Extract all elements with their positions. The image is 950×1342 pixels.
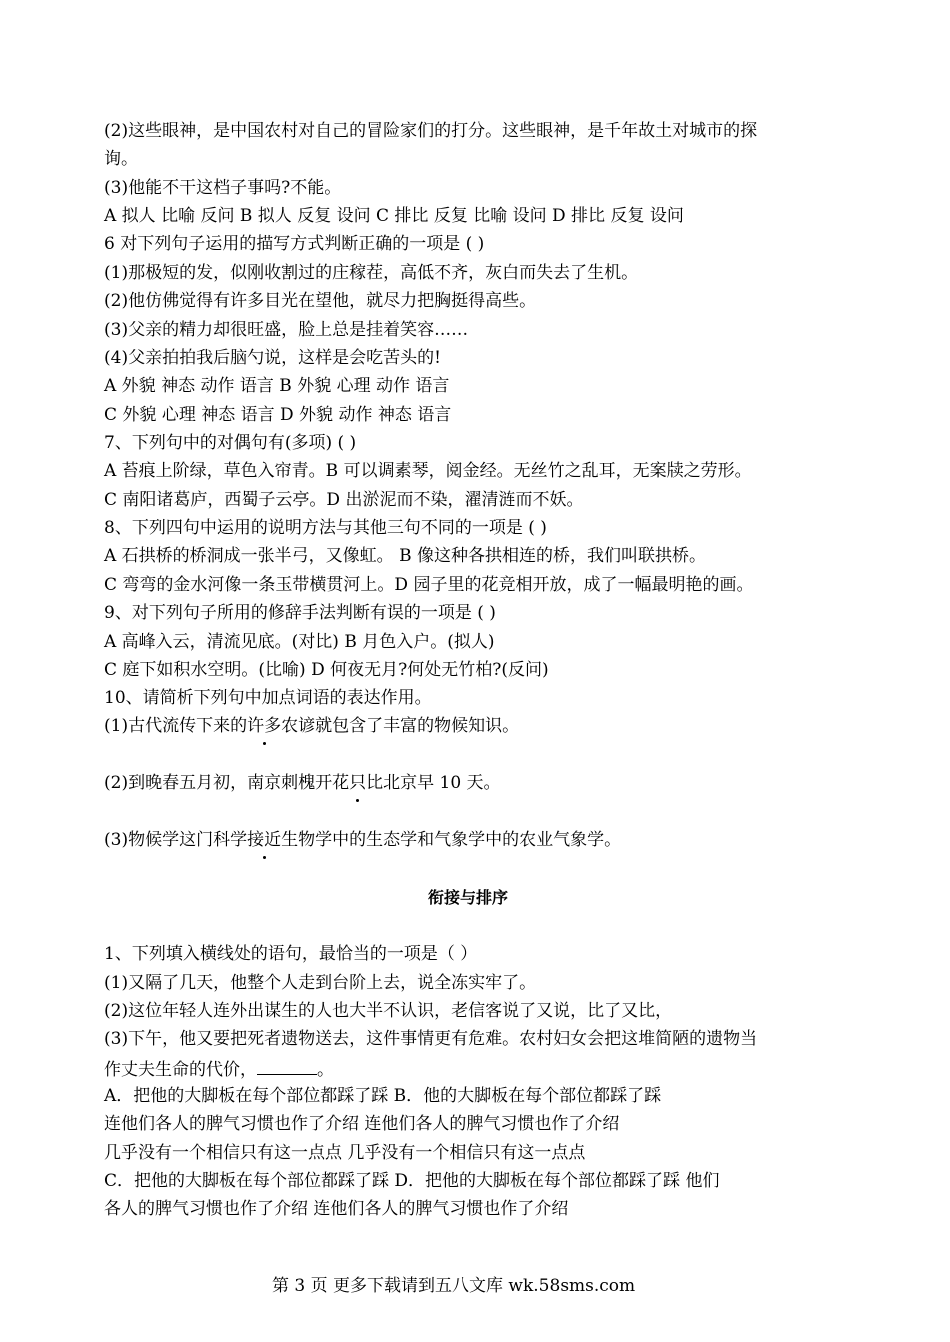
sentence-text: 。 <box>317 1060 334 1080</box>
text-line: A 拟人 比喻 反问 B 拟人 反复 设问 C 排比 反复 比喻 设问 D 排比 反复 设问 <box>104 206 684 226</box>
section-title: 衔接与排序 <box>428 888 509 907</box>
dotted-sentence-2 <box>104 773 501 793</box>
dotted-sentence-1 <box>104 716 519 736</box>
fill-blank <box>257 1058 317 1075</box>
option-line: C．把他的大脚板在每个部位都踩了踩 D．把他的大脚板在每个部位都踩了踩 他们 <box>104 1171 720 1191</box>
dotted-word: 只 <box>349 773 367 793</box>
sentence-text: (1)古代流传下来的 <box>104 716 248 736</box>
option-line: 几乎没有一个相信只有这一点点 几乎没有一个相信只有这一点点 <box>104 1143 586 1163</box>
text-line: C 弯弯的金水河像一条玉带横贯河上。D 园子里的花竞相开放，成了一幅最明艳的画。 <box>104 575 754 595</box>
question-6: 6 对下列句子运用的描写方式判断正确的一项是 ( ) <box>104 234 485 254</box>
answer-options: A 外貌 神态 动作 语言 B 外貌 心理 动作 语言 <box>104 376 450 396</box>
question-8: 8、下列四句中运用的说明方法与其他三句不同的一项是 ( ) <box>104 518 547 538</box>
sentence-text: (3)物候学这门科学 <box>104 830 248 850</box>
text-line: (2)这位年轻人连外出谋生的人也大半不认识，老信客说了又说，比了又比， <box>104 1001 673 1021</box>
sentence-text: 生物学中的生态学和气象学中的农业气象学。 <box>281 830 622 850</box>
text-line: A 石拱桥的桥洞成一张半弓，又像虹。 B 像这种各拱相连的桥，我们叫联拱桥。 <box>104 546 706 566</box>
text-line: (3)下午，他又要把死者遗物送去，这件事情更有危难。农村妇女会把这堆简陋的遗物当 <box>104 1029 758 1049</box>
text-line-with-blank <box>104 1058 334 1080</box>
sentence-text: 比北京早 10 天。 <box>366 773 501 793</box>
question-1: 1、下列填入横线处的语句，最恰当的一项是（ ） <box>104 944 478 964</box>
text-line: (1)那极短的发，似刚收割过的庄稼茬，高低不齐，灰白而失去了生机。 <box>104 263 639 283</box>
page-footer: 第 3 页 更多下载请到五八文库 wk.58sms.com <box>272 1276 636 1296</box>
option-line: 各人的脾气习惯也作了介绍 连他们各人的脾气习惯也作了介绍 <box>104 1199 569 1219</box>
question-9: 9、对下列句子所用的修辞手法判断有误的一项是 ( ) <box>104 603 496 623</box>
text-line: A 苔痕上阶绿，草色入帘青。B 可以调素琴，阅金经。无丝竹之乱耳，无案牍之劳形。 <box>104 461 752 481</box>
text-line: A 高峰入云，清流见底。(对比) B 月色入户。(拟人) <box>104 632 495 652</box>
question-10: 10、请简析下列句中加点词语的表达作用。 <box>104 688 432 708</box>
option-line: A．把他的大脚板在每个部位都踩了踩 B．他的大脚板在每个部位都踩了踩 <box>104 1086 662 1106</box>
sentence-text: (2)到晚春五月初，南京刺槐开花 <box>104 773 350 793</box>
text-line: (3)父亲的精力却很旺盛，脸上总是挂着笑容…… <box>104 320 469 340</box>
answer-options: C 外貌 心理 神态 语言 D 外貌 动作 神态 语言 <box>104 405 452 425</box>
sentence-text: 农谚就包含了丰富的物候知识。 <box>281 716 520 736</box>
dotted-word: 许多 <box>247 716 282 736</box>
text-line: (2)这些眼神，是中国农村对自己的冒险家们的打分。这些眼神，是千年故土对城市的探 <box>104 121 758 141</box>
text-line: C 庭下如积水空明。(比喻) D 何夜无月?何处无竹柏?(反问) <box>104 660 549 680</box>
text-line: (3)他能不干这档子事吗?不能。 <box>104 178 342 198</box>
text-line: (4)父亲拍拍我后脑勺说，这样是会吃苦头的! <box>104 348 441 368</box>
text-line: C 南阳诸葛庐，西蜀子云亭。D 出淤泥而不染，濯清涟而不妖。 <box>104 490 584 510</box>
text-line: (1)又隔了几天，他整个人走到台阶上去，说全冻实牢了。 <box>104 973 537 993</box>
question-7: 7、下列句中的对偶句有(多项) ( ) <box>104 433 357 453</box>
option-line: 连他们各人的脾气习惯也作了介绍 连他们各人的脾气习惯也作了介绍 <box>104 1114 620 1134</box>
dotted-sentence-3 <box>104 830 621 850</box>
dotted-word: 接近 <box>247 830 282 850</box>
text-line: (2)他仿佛觉得有许多目光在望他，就尽力把胸挺得高些。 <box>104 291 537 311</box>
text-line: 询。 <box>104 149 138 169</box>
sentence-text: 作丈夫生命的代价， <box>104 1060 257 1080</box>
